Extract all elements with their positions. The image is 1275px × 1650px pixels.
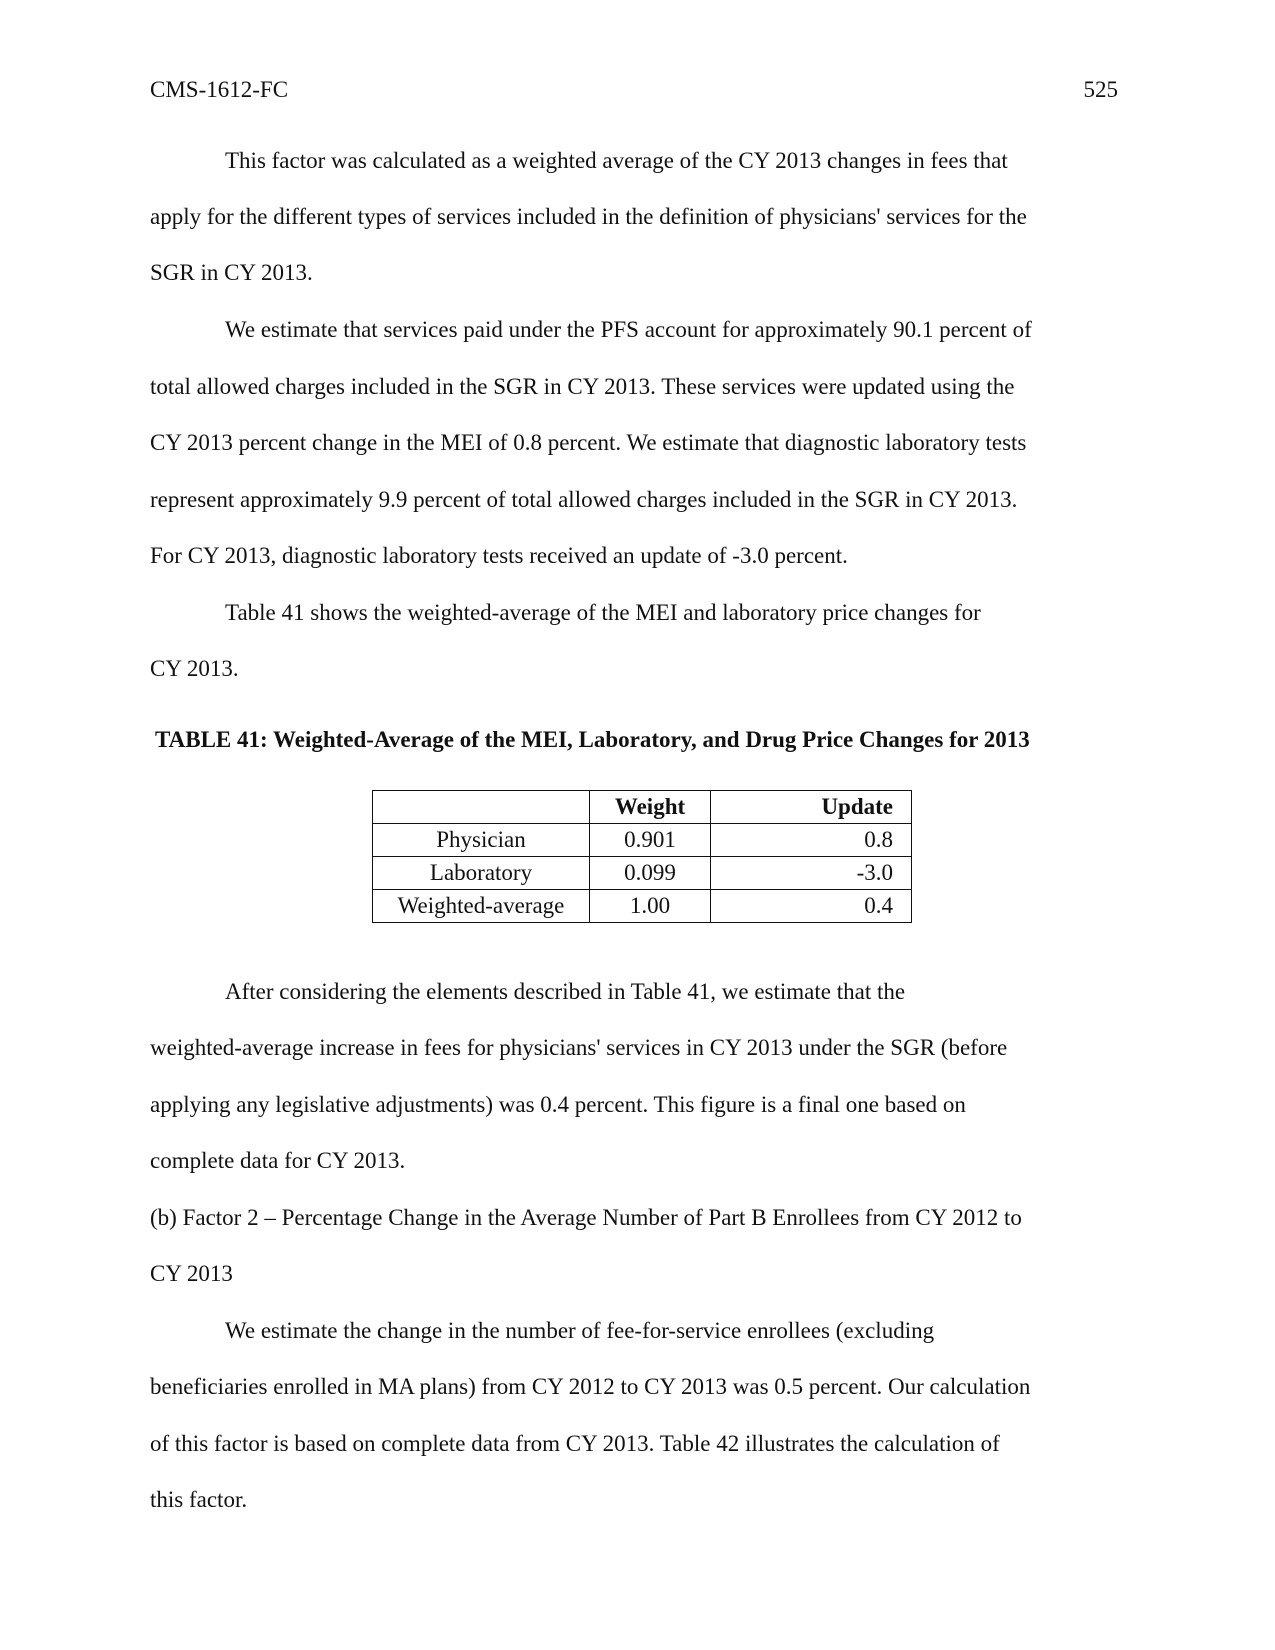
text-line: this factor. — [150, 1487, 248, 1512]
section-heading-line: CY 2013 — [150, 1261, 233, 1286]
text-line: represent approximately 9.9 percent of total allowed charges included in the SGR in CY 2013. — [150, 487, 1018, 512]
table-row — [373, 824, 912, 857]
table-header-cell: Weight — [590, 791, 711, 824]
text-line: of this factor is based on complete data from CY 2013. Table 42 illustrates the calculation of — [150, 1431, 1000, 1456]
table-cell: 0.4 — [711, 890, 912, 923]
table-header-cell — [373, 791, 590, 824]
table-cell: Weighted-average — [373, 890, 590, 923]
table-cell: Laboratory — [373, 857, 590, 890]
table-row — [373, 890, 912, 923]
price-changes-table — [372, 790, 912, 923]
table-cell: -3.0 — [711, 857, 912, 890]
text-line: This factor was calculated as a weighted average of the CY 2013 changes in fees that — [225, 148, 1008, 173]
text-line: For CY 2013, diagnostic laboratory tests received an update of -3.0 percent. — [150, 543, 848, 568]
table-cell: 0.901 — [590, 824, 711, 857]
text-line: We estimate the change in the number of fee-for-service enrollees (excluding — [225, 1318, 935, 1343]
text-line: CY 2013. — [150, 656, 239, 681]
text-line: complete data for CY 2013. — [150, 1148, 406, 1173]
text-line: We estimate that services paid under the PFS account for approximately 90.1 percent of — [225, 317, 1032, 342]
table-row — [373, 857, 912, 890]
page-number: 525 — [1083, 77, 1118, 102]
table-title: TABLE 41: Weighted-Average of the MEI, Laboratory, and Drug Price Changes for 2013 — [155, 727, 1030, 752]
text-line: apply for the different types of services included in the definition of physicians' services for the — [150, 204, 1027, 229]
text-line: SGR in CY 2013. — [150, 260, 313, 285]
text-line: weighted-average increase in fees for physicians' services in CY 2013 under the SGR (before — [150, 1035, 1008, 1060]
text-line: Table 41 shows the weighted-average of the MEI and laboratory price changes for — [225, 600, 981, 625]
table-cell: 0.099 — [590, 857, 711, 890]
table-cell: 1.00 — [590, 890, 711, 923]
text-line: total allowed charges included in the SGR in CY 2013. These services were updated using the — [150, 374, 1015, 399]
table-cell: 0.8 — [711, 824, 912, 857]
text-line: After considering the elements described in Table 41, we estimate that the — [225, 979, 906, 1004]
table-cell: Physician — [373, 824, 590, 857]
section-heading-line: (b) Factor 2 – Percentage Change in the Average Number of Part B Enrollees from CY 2012 to — [150, 1205, 1022, 1230]
document-id: CMS-1612-FC — [150, 77, 289, 102]
text-line: applying any legislative adjustments) was 0.4 percent. This figure is a final one based on — [150, 1092, 966, 1117]
text-line: CY 2013 percent change in the MEI of 0.8 percent. We estimate that diagnostic laboratory tests — [150, 430, 1027, 455]
text-line: beneficiaries enrolled in MA plans) from CY 2012 to CY 2013 was 0.5 percent. Our calculation — [150, 1374, 1031, 1399]
table-header-cell: Update — [711, 791, 912, 824]
table-header-row — [373, 791, 912, 824]
